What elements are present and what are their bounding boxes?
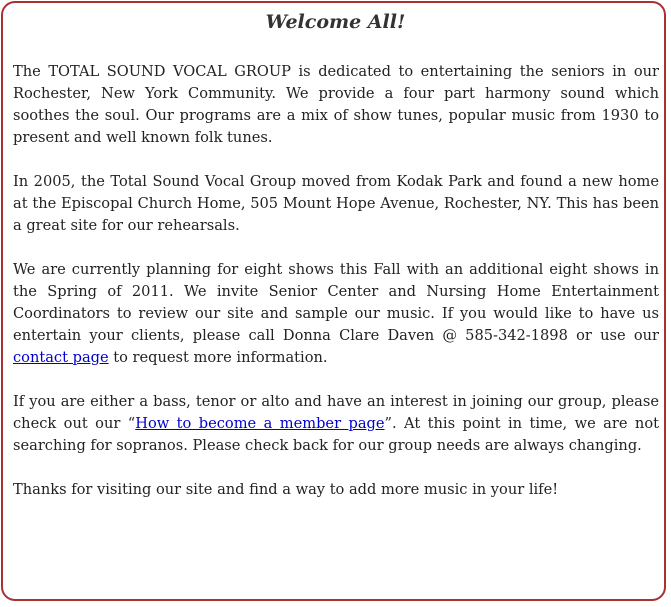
page-title: Welcome All! [265,11,406,33]
membership-paragraph [13,391,659,457]
welcome-panel [1,1,666,601]
thanks-paragraph: Thanks for visiting our site and find a way to add more music in your life! [13,481,559,498]
contact-page-link[interactable]: contact page [13,349,109,366]
shows-text-before: We are currently planning for eight shows this Fall with an additional eight shows in the Spring of 2011. We invite Senior Center and Nursing Home Entertainment Coordinators to review our site and sample our music. If you would like to have us entertain your clients, please call Donna Clare Daven @ 585-342-1898 or use our [13,261,659,344]
shows-paragraph [13,259,659,369]
history-paragraph: In 2005, the Total Sound Vocal Group moved from Kodak Park and found a new home at the Episcopal Church Home, 505 Mount Hope Avenue, Rochester, NY. This has been a great site for our rehearsals. [13,173,659,234]
become-member-link[interactable]: How to become a member page [135,415,385,432]
intro-paragraph: The TOTAL SOUND VOCAL GROUP is dedicated to entertaining the seniors in our Rochester, New York Community. We provide a four part harmony sound which soothes the soul. Our programs are a mix of show tunes, popular music from 1930 to present and well known folk tunes. [13,63,659,146]
shows-text-after: to request more information. [108,349,328,366]
welcome-content [13,61,659,523]
membership-text-after: ”. At this point in time, we are not searching for sopranos. Please check back for our group needs are always changing. [13,415,659,454]
membership-text-before: If you are either a bass, tenor or alto and have an interest in joining our group, please check out our “ [13,393,659,432]
